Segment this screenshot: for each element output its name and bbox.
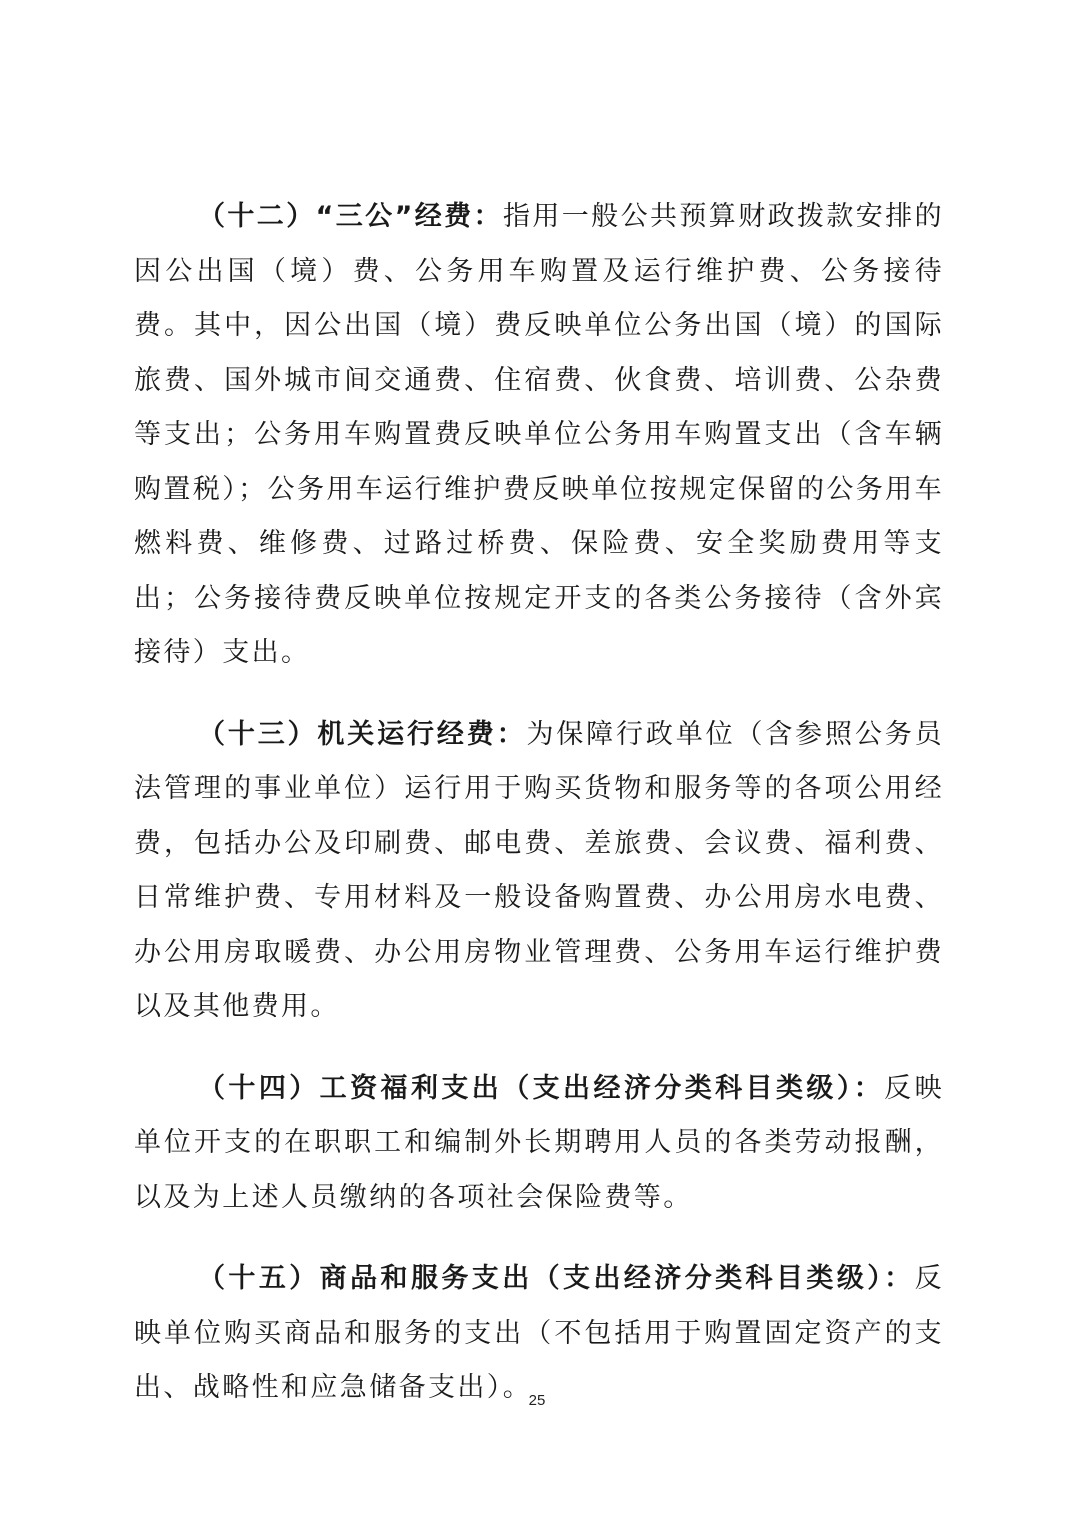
paragraph-term: （十二）“三公”经费： [198, 201, 503, 232]
paragraph-three-public-funds [134, 190, 944, 681]
paragraph-agency-operating-funds [134, 708, 944, 1035]
page-number: 25 [528, 1392, 546, 1409]
document-body [134, 190, 944, 1443]
paragraph-term: （十四）工资福利支出（支出经济分类科目类级）： [198, 1072, 885, 1104]
paragraph-wage-welfare-expenditure [134, 1062, 944, 1226]
paragraph-text: 反映单位开支的在职职工和编制外长期聘用人员的各类劳动报酬，以及为上述人员缴纳的各项社会保险费等。 [134, 1072, 944, 1213]
paragraph-goods-services-expenditure [134, 1252, 944, 1416]
paragraph-text: 指用一般公共预算财政拨款安排的因公出国（境）费、公务用车购置及运行维护费、公务接待费。其中，因公出国（境）费反映单位公务出国（境）的国际旅费、国外城市间交通费、住宿费、伙食费、培训费、公杂费等支出；公务用车购置费反映单位公务用车购置支出（含车辆购置税）；公务用车运行维护费反映单位按规定保留的公务用车燃料费、维修费、过路过桥费、保险费、安全奖励费用等支出；公务接待费反映单位按规定开支的各类公务接待（含外宾接待）支出。 [134, 201, 945, 668]
paragraph-text: 为保障行政单位（含参照公务员法管理的事业单位）运行用于购买货物和服务等的各项公用经费，包括办公及印刷费、邮电费、差旅费、会议费、福利费、日常维护费、专用材料及一般设备购置费、办公用房水电费、办公用房取暖费、办公用房物业管理费、公务用车运行维护费以及其他费用。 [134, 718, 944, 1022]
paragraph-term: （十五）商品和服务支出（支出经济分类科目类级）： [198, 1263, 915, 1294]
paragraph-term: （十三）机关运行经费： [198, 718, 527, 750]
paragraph-text: 反映单位购买商品和服务的支出（不包括用于购置固定资产的支出、战略性和应急储备支出）。 [134, 1263, 944, 1403]
